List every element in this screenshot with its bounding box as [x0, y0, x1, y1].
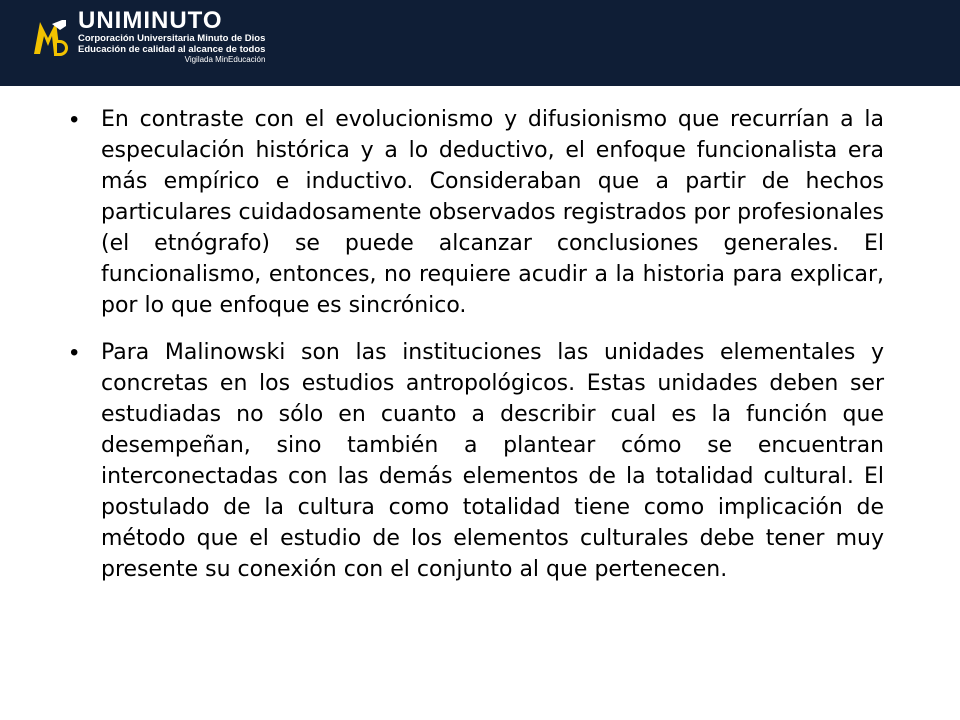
- list-item: [70, 104, 884, 321]
- bullet-list: [70, 104, 884, 601]
- brand-name: UNIMINUTO: [78, 7, 223, 34]
- bullet-text-2: Para Malinowski son las instituciones las unidades elementales y concretas en los estudios antropológicos. Estas unidades deben ser estudiadas no sólo en cuanto a describir cual es la función que desempeñan, sino también a plantear cómo se encuentran interconectadas con las demás elementos de la totalidad cultural. El postulado de la cultura como totalidad tiene como implicación de método que el estudio de los elementos culturales debe tener muy presente su conexión con el conjunto al que pertenecen.: [101, 340, 884, 582]
- uniminuto-logo: [30, 6, 265, 68]
- header-bar: [0, 0, 960, 86]
- bullet-icon: •: [70, 106, 79, 133]
- bullet-text-1: En contraste con el evolucionismo y difusionismo que recurrían a la especulación histórica y a lo deductivo, el enfoque funcionalista era más empírico e inductivo. Consideraban que a partir de hechos particulares cuidadosamente observados registrados por profesionales (el etnógrafo) se puede alcanzar conclusiones generales. El funcionalismo, entonces, no requiere acudir a la historia para explicar, por lo que enfoque es sincrónico.: [101, 107, 884, 318]
- brand-line-1: Corporación Universitaria Minuto de Dios: [78, 33, 266, 44]
- brand-line-2: Educación de calidad al alcance de todos: [78, 44, 266, 55]
- uniminuto-md-logo-icon: [30, 14, 72, 60]
- bullet-icon: •: [70, 339, 79, 366]
- list-item: [70, 337, 884, 585]
- brand-line-3: Vigilada MinEducación: [184, 55, 266, 64]
